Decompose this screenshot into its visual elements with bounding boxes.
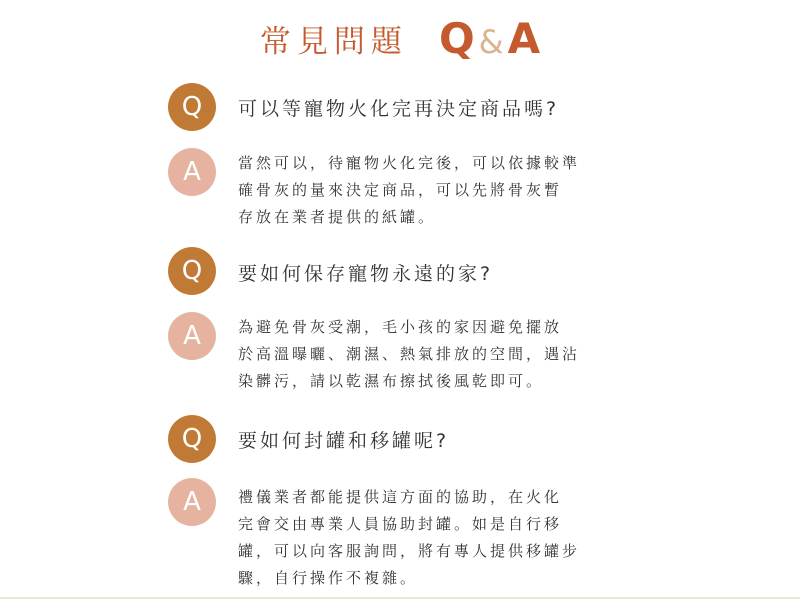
answer-line: 罐，可以向客服詢問，將有專人提供移罐步: [238, 542, 581, 560]
question-badge-icon: Q: [168, 247, 216, 295]
faq-answer-1: [238, 150, 583, 231]
footer-divider: [0, 597, 800, 599]
question-badge-icon: Q: [168, 83, 216, 131]
page-title: 常見問題: [259, 24, 408, 60]
answer-badge-icon: A: [168, 148, 216, 196]
faq-question-3: 要如何封罐和移罐呢?: [238, 430, 450, 452]
answer-line: 染髒污，請以乾濕布擦拭後風乾即可。: [238, 372, 545, 390]
question-badge-icon: Q: [168, 415, 216, 463]
answer-line: 存放在業者提供的紙罐。: [238, 208, 437, 226]
faq-question-1: 可以等寵物火化完再決定商品嗎?: [238, 98, 560, 120]
qa-logo-ampersand: &: [478, 23, 504, 61]
answer-line: 當然可以，待寵物火化完後，可以依據較準: [238, 154, 581, 172]
answer-badge-icon: A: [168, 478, 216, 526]
qa-logo: [439, 14, 540, 63]
answer-line: 完會交由專業人員協助封罐。如是自行移: [238, 515, 563, 533]
answer-line: 驟，自行操作不複雜。: [238, 569, 419, 587]
faq-header: [0, 14, 800, 63]
qa-logo-q: Q: [438, 14, 475, 63]
faq-question-2: 要如何保存寵物永遠的家?: [238, 263, 494, 285]
faq-answer-2: [238, 314, 583, 395]
qa-logo-a: A: [507, 14, 541, 63]
answer-line: 確骨灰的量來決定商品，可以先將骨灰暫: [238, 181, 563, 199]
answer-line: 於高溫曝曬、潮濕、熱氣排放的空間，遇沾: [238, 345, 581, 363]
answer-badge-icon: A: [168, 312, 216, 360]
answer-line: 為避免骨灰受潮，毛小孩的家因避免擺放: [238, 318, 563, 336]
faq-answer-3: [238, 484, 583, 592]
answer-line: 禮儀業者都能提供這方面的協助，在火化: [238, 488, 563, 506]
